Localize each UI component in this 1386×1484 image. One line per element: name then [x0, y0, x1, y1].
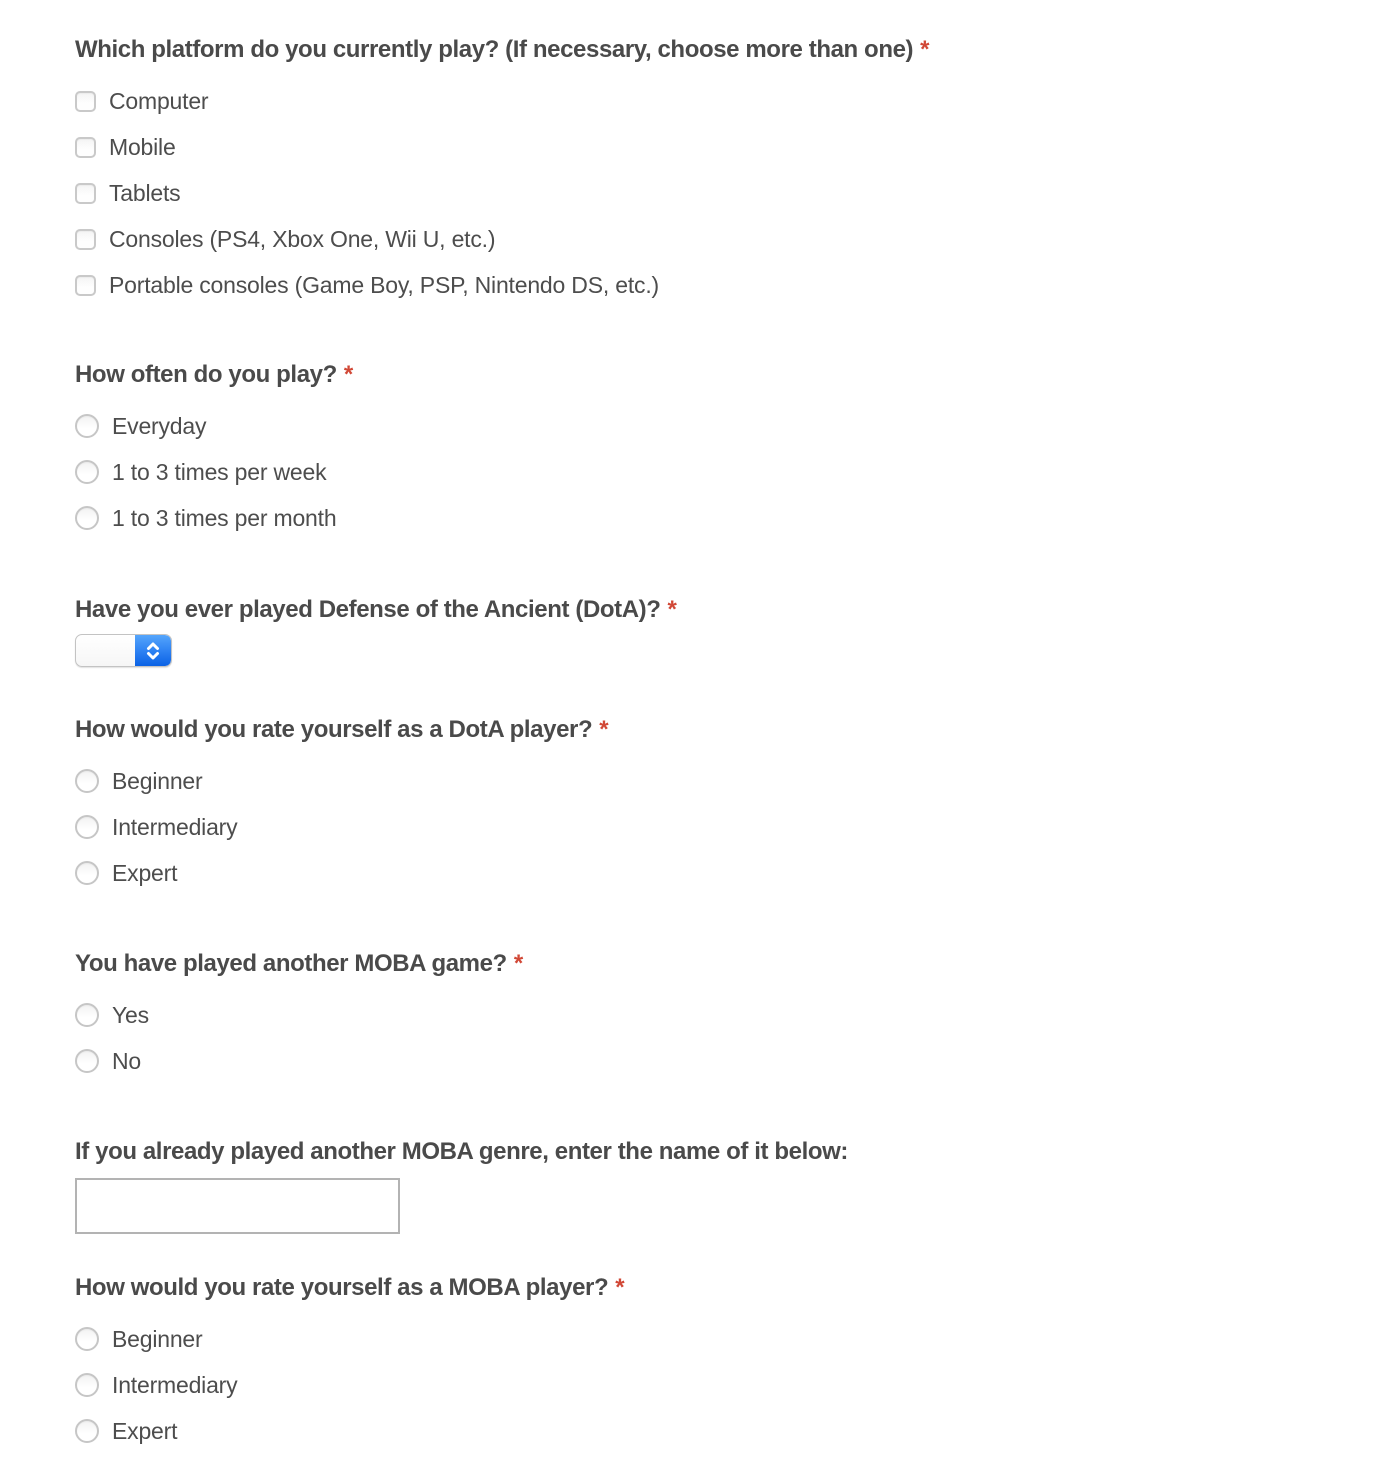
question-title — [75, 1138, 1346, 1166]
question-title-text: How would you rate yourself as a MOBA player? — [75, 1274, 609, 1301]
options-list — [75, 88, 1346, 298]
updown-chevrons-icon — [135, 635, 171, 666]
question-title — [75, 716, 1346, 744]
question-title-text: Have you ever played Defense of the Ancient (DotA)? — [75, 596, 661, 623]
question-title-text: Which platform do you currently play? (If necessary, choose more than one) — [75, 36, 914, 63]
radio-button[interactable] — [75, 1373, 99, 1397]
checkbox[interactable] — [75, 229, 96, 250]
radio-option-expert[interactable] — [75, 860, 1346, 886]
radio-option-1-3-per-week[interactable] — [75, 459, 1346, 485]
options-list — [75, 1002, 1346, 1074]
checkbox[interactable] — [75, 91, 96, 112]
question-platform — [75, 36, 1346, 298]
radio-button[interactable] — [75, 1049, 99, 1073]
radio-option-everyday[interactable] — [75, 413, 1346, 439]
option-label: Tablets — [109, 180, 181, 206]
question-title-text: If you already played another MOBA genre, enter the name of it below: — [75, 1138, 848, 1165]
checkbox[interactable] — [75, 275, 96, 296]
option-label: Computer — [109, 88, 209, 114]
question-played-dota — [75, 596, 1346, 671]
radio-option-beginner[interactable] — [75, 1326, 1346, 1352]
radio-option-beginner[interactable] — [75, 768, 1346, 794]
question-title — [75, 361, 1346, 389]
question-title-text: You have played another MOBA game? — [75, 950, 507, 977]
radio-button[interactable] — [75, 460, 99, 484]
options-list — [75, 1326, 1346, 1444]
required-asterisk: * — [513, 950, 523, 977]
checkbox-option-mobile[interactable] — [75, 134, 1346, 160]
radio-button[interactable] — [75, 506, 99, 530]
question-title-text: How often do you play? — [75, 361, 337, 388]
question-other-moba-name — [75, 1138, 1346, 1234]
radio-option-no[interactable] — [75, 1048, 1346, 1074]
question-played-other-moba — [75, 950, 1346, 1074]
option-label: Intermediary — [112, 814, 238, 840]
checkbox-option-tablets[interactable] — [75, 180, 1346, 206]
required-asterisk: * — [599, 716, 609, 743]
question-title-text: How would you rate yourself as a DotA player? — [75, 716, 593, 743]
option-label: Consoles (PS4, Xbox One, Wii U, etc.) — [109, 226, 496, 252]
option-label: Intermediary — [112, 1372, 238, 1398]
option-label: Expert — [112, 1418, 178, 1444]
checkbox-option-portable-consoles[interactable] — [75, 272, 1346, 298]
radio-button[interactable] — [75, 769, 99, 793]
played-dota-select[interactable] — [75, 634, 172, 667]
radio-option-yes[interactable] — [75, 1002, 1346, 1028]
question-title — [75, 596, 1346, 624]
question-title — [75, 1274, 1346, 1302]
question-moba-skill — [75, 1274, 1346, 1444]
radio-button[interactable] — [75, 1419, 99, 1443]
option-label: 1 to 3 times per week — [112, 459, 327, 485]
option-label: Mobile — [109, 134, 176, 160]
option-label: Yes — [112, 1002, 149, 1028]
question-title — [75, 36, 1346, 64]
radio-button[interactable] — [75, 1003, 99, 1027]
radio-option-intermediary[interactable] — [75, 1372, 1346, 1398]
required-asterisk: * — [615, 1274, 625, 1301]
radio-button[interactable] — [75, 815, 99, 839]
question-play-frequency — [75, 361, 1346, 531]
radio-button[interactable] — [75, 861, 99, 885]
required-asterisk: * — [920, 36, 930, 63]
checkbox-option-computer[interactable] — [75, 88, 1346, 114]
option-label: 1 to 3 times per month — [112, 505, 337, 531]
checkbox[interactable] — [75, 137, 96, 158]
option-label: Expert — [112, 860, 178, 886]
question-dota-skill — [75, 716, 1346, 886]
question-title — [75, 950, 1346, 978]
select-selected-value — [76, 635, 135, 666]
option-label: Beginner — [112, 768, 203, 794]
radio-option-intermediary[interactable] — [75, 814, 1346, 840]
other-moba-name-input[interactable] — [75, 1178, 400, 1234]
radio-option-1-3-per-month[interactable] — [75, 505, 1346, 531]
options-list — [75, 413, 1346, 531]
option-label: Beginner — [112, 1326, 203, 1352]
option-label: Everyday — [112, 413, 207, 439]
radio-option-expert[interactable] — [75, 1418, 1346, 1444]
checkbox-option-consoles[interactable] — [75, 226, 1346, 252]
options-list — [75, 768, 1346, 886]
radio-button[interactable] — [75, 1327, 99, 1351]
option-label: Portable consoles (Game Boy, PSP, Nintendo DS, etc.) — [109, 272, 659, 298]
required-asterisk: * — [667, 596, 677, 623]
required-asterisk: * — [343, 361, 353, 388]
radio-button[interactable] — [75, 414, 99, 438]
option-label: No — [112, 1048, 142, 1074]
checkbox[interactable] — [75, 183, 96, 204]
